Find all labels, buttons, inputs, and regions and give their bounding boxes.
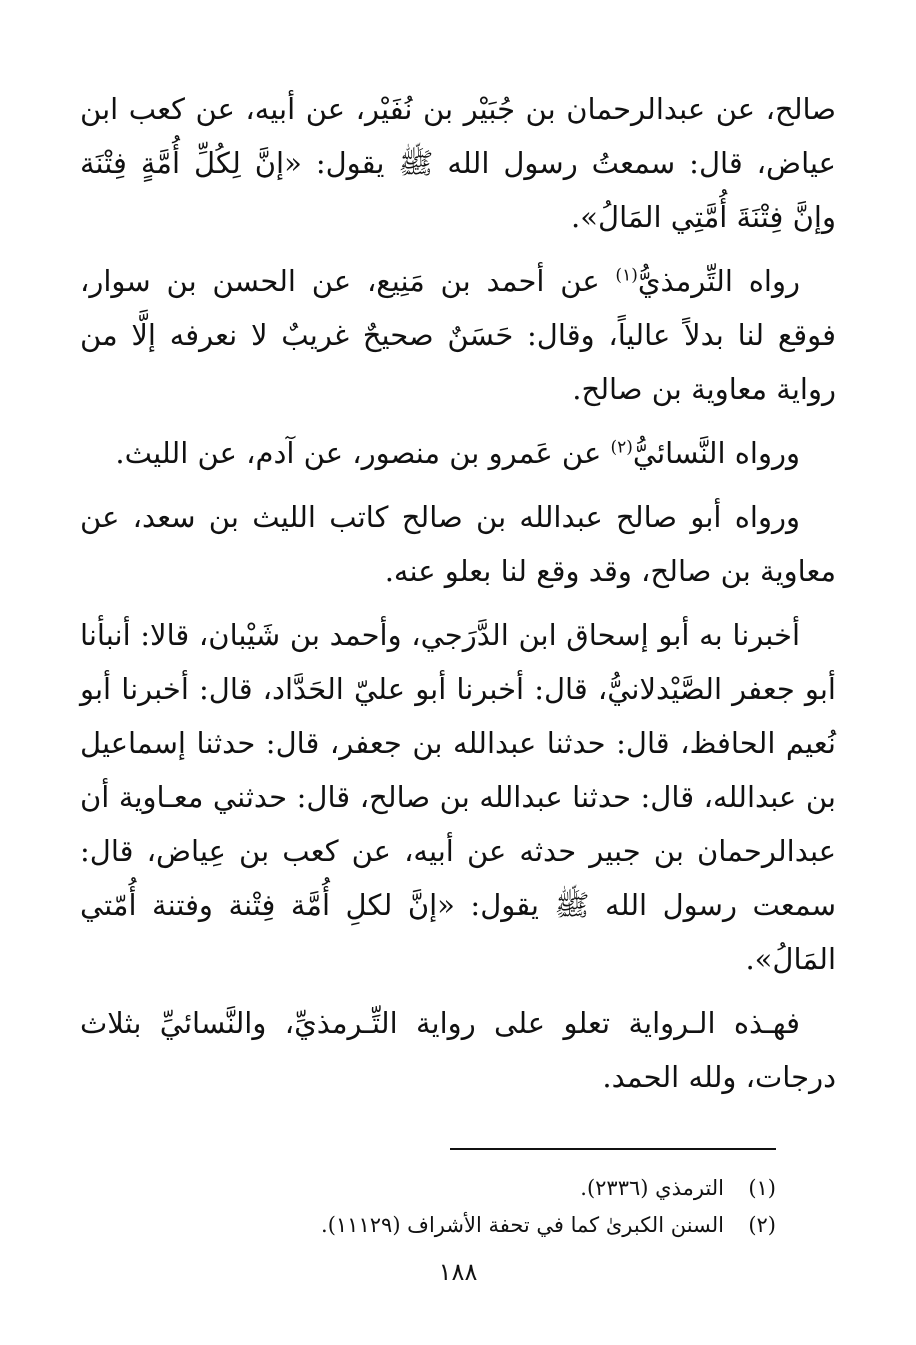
paragraph-gap <box>80 598 836 608</box>
paragraph-2-text-start: رواه التِّرمذيُّ <box>637 264 800 298</box>
footnote-mark-1[interactable]: (١) <box>615 265 638 286</box>
footnote-mark-2[interactable]: (٢) <box>610 437 633 458</box>
footnote-1-number: (١) <box>748 1176 776 1200</box>
footnote-divider <box>450 1148 776 1150</box>
paragraph-conclusion <box>80 996 836 1104</box>
footnote-2 <box>80 1207 776 1244</box>
paragraph-nasai <box>80 426 836 480</box>
paragraph-4-text: ورواه أبو صالح عبدالله بن صالح كاتب الليث بن سعد، عن معاوية بن صالح، وقد وقع لنا بعلو عنه. <box>80 500 836 588</box>
paragraph-isnad <box>80 608 836 986</box>
paragraph-gap <box>80 480 836 490</box>
footnote-2-text: السنن الكبرىٰ كما في تحفة الأشراف (١١١٢٩). <box>321 1213 724 1237</box>
paragraph-hadith-text <box>80 82 836 244</box>
paragraph-1-text: صالح، عن عبدالرحمان بن جُبَيْر بن نُفَيْر، عن أبيه، عن كعب ابن عياض، قال: سمعتُ رسول الله ﷺ يقول: «إنَّ لِكُلِّ أُمَّةٍ فِتْنَة وإنَّ فِتْنَةَ أُمَّتِي المَالُ». <box>80 92 836 234</box>
paragraph-3-text-end: عن عَمرو بن منصور، عن آدم، عن الليث. <box>115 436 611 470</box>
footnote-1 <box>80 1170 776 1207</box>
paragraph-5-text: أخبرنا به أبو إسحاق ابن الدَّرَجي، وأحمد بن شَيْبان، قالا: أنبأنا أبو جعفر الصَّيْدلانيُّ، قال: أخبرنا أبو عليّ الحَدَّاد، قال: أخبرنا أبو نُعيم الحافظ، قال: حدثنا عبدالله بن جعفر، قال: حدثنا إسماعيل بن عبدالله، قال: حدثنا عبدالله بن صالح، قال: حدثني معـاوية أن عبدالرحمان بن جبير حدثه عن أبيه، عن كعب بن عِياض، قال: سمعت رسول الله ﷺ يقول: «إنَّ لكلِ أُمَّة فِتْنة وفتنة أُمّتي المَالُ». <box>80 618 836 976</box>
paragraph-gap <box>80 416 836 426</box>
footnote-2-number: (٢) <box>748 1213 776 1237</box>
page-number: ١٨٨ <box>438 1258 478 1286</box>
paragraph-gap <box>80 986 836 996</box>
footnote-1-text: الترمذي (٢٣٣٦). <box>580 1176 724 1200</box>
paragraph-abu-salih <box>80 490 836 598</box>
paragraph-gap <box>80 244 836 254</box>
paragraph-tirmidhi <box>80 254 836 416</box>
paragraph-2-text-end: عن أحمد بن مَنِيع، عن الحسن بن سوار، فوقع لنا بدلاً عالياً، وقال: حَسَنٌ صحيحٌ غريبٌ لا نعرفه إلَّا من رواية معاوية بن صالح. <box>80 264 836 406</box>
footnotes-section <box>80 1148 776 1244</box>
paragraph-6-text: فهـذه الـرواية تعلو على رواية التِّـرمذيِّ، والنَّسائيِّ بثلاث درجات، ولله الحمد. <box>80 1006 836 1094</box>
paragraph-3-text-start: ورواه النَّسائيُّ <box>632 436 800 470</box>
